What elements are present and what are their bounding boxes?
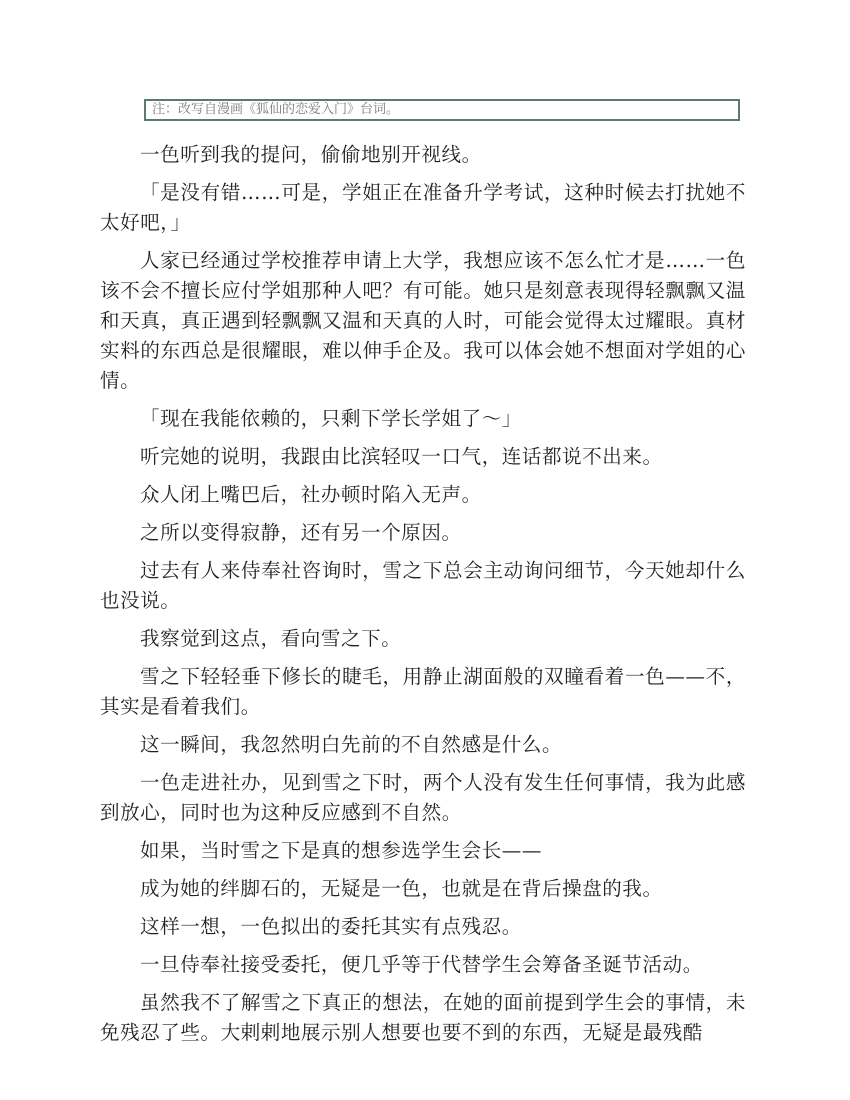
paragraph-15: 这样一想，一色拟出的委托其实有点残忍。	[140, 915, 522, 938]
paragraph-16: 一旦侍奉社接受委托，便几乎等于代替学生会筹备圣诞节活动。	[140, 953, 703, 976]
translator-note: 注：改写自漫画《狐仙的恋爱入门》台词。	[144, 99, 740, 121]
paragraph-8: 过去有人来侍奉社咨询时，雪之下总会主动询问细节，今天她却什么也没说。	[100, 559, 746, 612]
paragraph-4: 「现在我能依赖的，只剩下学长学姐了～」	[140, 407, 522, 430]
paragraph-3: 人家已经通过学校推荐申请上大学，我想应该不怎么忙才是……一色该不会不擅长应付学姐那种人吧？有可能。她只是刻意表现得轻飘飘又温和天真，真正遇到轻飘飘又温和天真的人时，可能会觉得太过耀眼。真材实料的东西总是很耀眼，难以伸手企及。我可以体会她不想面对学姐的心情。	[100, 249, 746, 392]
paragraph-11: 这一瞬间，我忽然明白先前的不自然感是什么。	[140, 733, 563, 756]
paragraph-7: 之所以变得寂静，还有另一个原因。	[140, 521, 462, 544]
paragraph-17: 虽然我不了解雪之下真正的想法，在她的面前提到学生会的事情，未免残忍了些。大剌剌地展示别人想要也要不到的东西，无疑是最残酷	[100, 991, 746, 1044]
paragraph-14: 成为她的绊脚石的，无疑是一色，也就是在背后操盘的我。	[140, 877, 663, 900]
paragraph-6: 众人闭上嘴巴后，社办顿时陷入无声。	[140, 483, 482, 506]
paragraph-13: 如果，当时雪之下是真的想参选学生会长——	[140, 839, 543, 862]
paragraph-5: 听完她的说明，我跟由比滨轻叹一口气，连话都说不出来。	[140, 445, 663, 468]
body-text	[100, 140, 746, 1056]
paragraph-12: 一色走进社办，见到雪之下时，两个人没有发生任何事情，我为此感到放心，同时也为这种反应感到不自然。	[100, 771, 746, 824]
paragraph-10: 雪之下轻轻垂下修长的睫毛，用静止湖面般的双瞳看着一色——不，其实是看着我们。	[100, 665, 746, 718]
paragraph-9: 我察觉到这点，看向雪之下。	[140, 627, 402, 650]
paragraph-1: 一色听到我的提问，偷偷地别开视线。	[140, 143, 482, 166]
paragraph-2: 「是没有错……可是，学姐正在准备升学考试，这种时候去打扰她不太好吧，」	[100, 181, 746, 234]
